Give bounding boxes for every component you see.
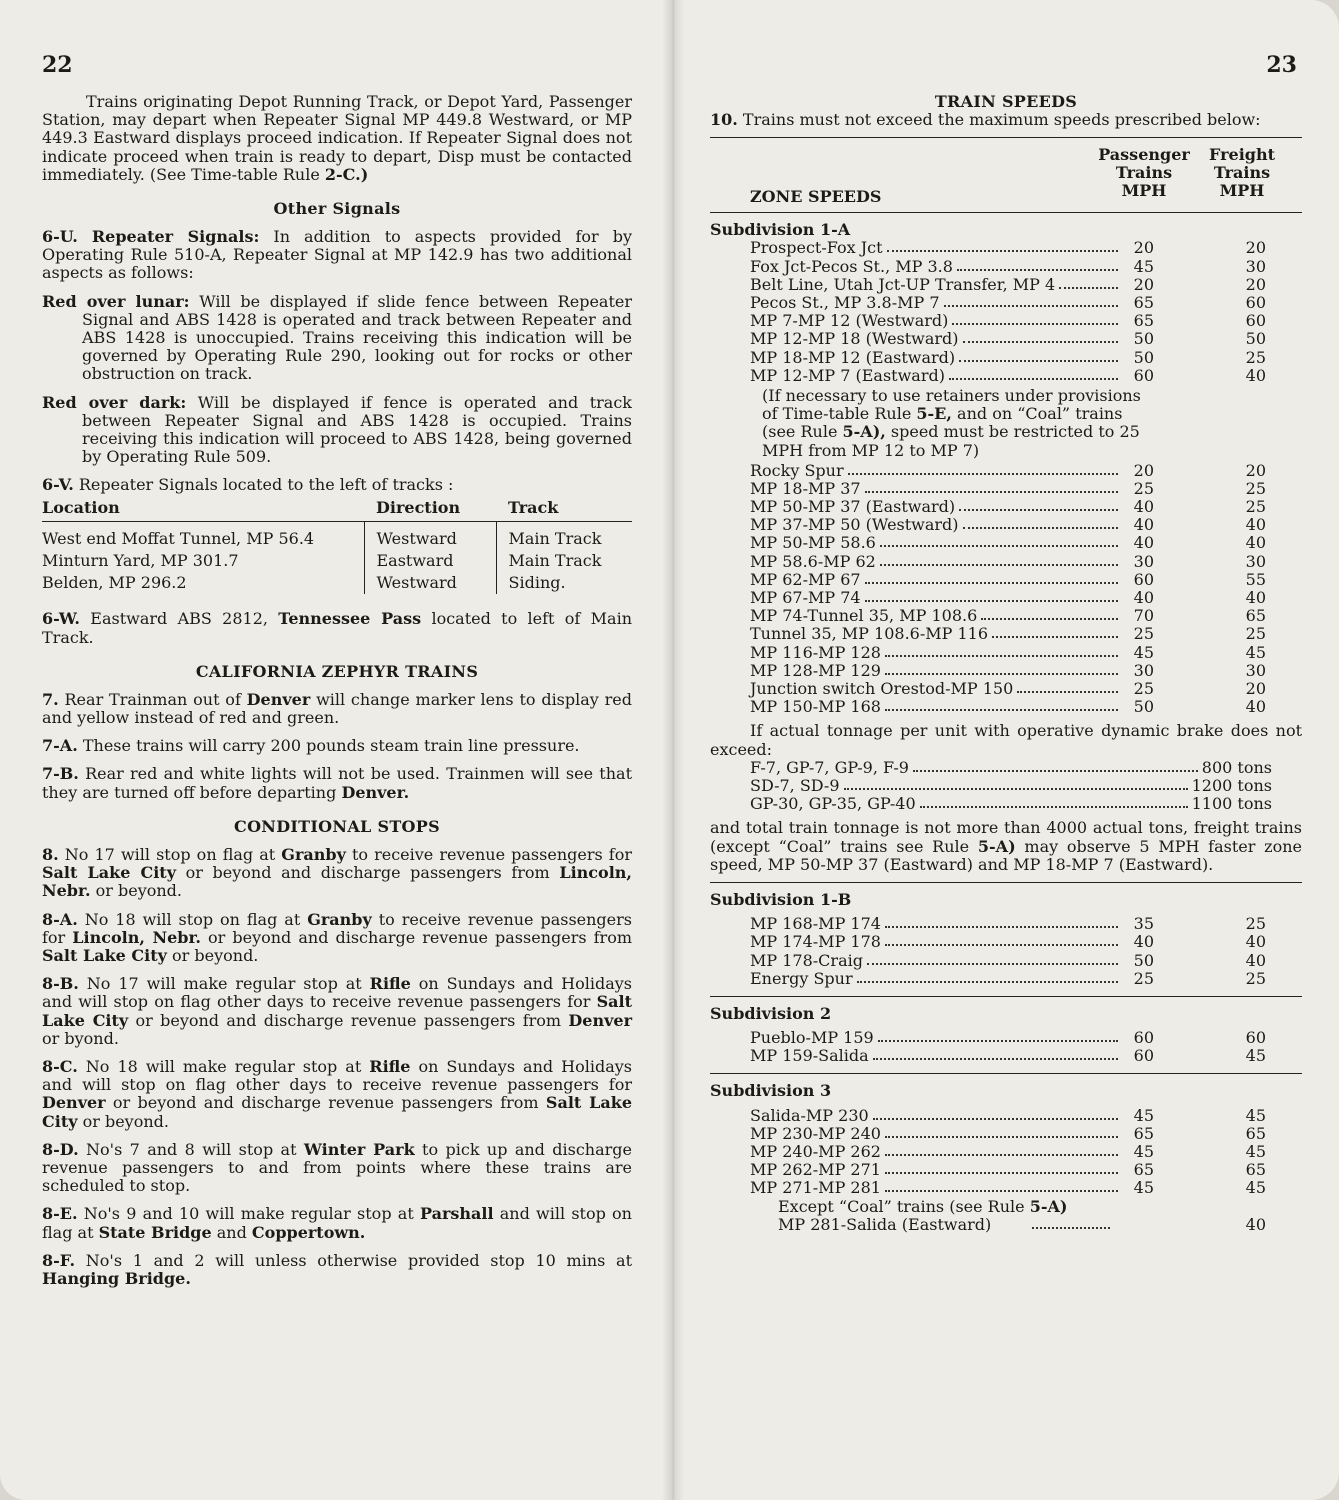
leader-dots <box>963 341 1118 343</box>
freight-speed: 40 <box>1245 697 1266 717</box>
speed-zone-label: MP 230-MP 240 <box>750 1123 881 1143</box>
speed-zone-label: MP 174-MP 178 <box>750 932 881 952</box>
speed-zone-label: MP 178-Craig <box>750 950 863 970</box>
passenger-speed: 20 <box>1133 274 1154 294</box>
leader-dots <box>959 509 1118 511</box>
freight-speed: 30 <box>1245 256 1266 276</box>
speed-row <box>710 312 1302 330</box>
speed-row <box>710 330 1302 348</box>
locomotive-types: SD-7, SD-9 <box>750 775 840 795</box>
speed-zone-label: MP 37-MP 50 (Westward) <box>750 515 959 535</box>
passenger-speed: 40 <box>1133 497 1154 517</box>
speed-zone-label: Tunnel 35, MP 108.6-MP 116 <box>750 624 989 644</box>
freight-speed: 60 <box>1245 292 1266 312</box>
speed-zone-label: MP 62-MP 67 <box>750 569 861 589</box>
passenger-speed: 65 <box>1133 292 1154 312</box>
table-row: Belden, MP 296.2 Westward Siding. <box>42 572 632 594</box>
speed-row <box>710 1161 1302 1179</box>
speed-zone-label: MP 150-MP 168 <box>750 697 881 717</box>
speed-row <box>710 1029 1302 1047</box>
freight-speed: 30 <box>1245 660 1266 680</box>
leader-dots <box>865 600 1118 602</box>
freight-speed: 40 <box>1245 950 1266 970</box>
passenger-speed: 65 <box>1133 1160 1154 1180</box>
speed-zone-label: MP 74-Tunnel 35, MP 108.6 <box>750 606 978 626</box>
leader-dots <box>857 981 1118 983</box>
passenger-speed: 45 <box>1133 1178 1154 1198</box>
rule-7: 7. Rear Trainman out of Denver will change marker lens to display red and yellow instead of red and green. <box>42 689 632 728</box>
leader-dots <box>885 655 1118 657</box>
col-track: Track <box>496 497 632 522</box>
speed-zone-label: MP 12-MP 18 (Westward) <box>750 329 959 349</box>
leader-dots <box>887 250 1118 252</box>
speed-column-headers <box>710 146 1302 212</box>
passenger-speed: 40 <box>1133 515 1154 535</box>
passenger-speed: 60 <box>1133 1028 1154 1048</box>
conditional-stops-heading: CONDITIONAL STOPS <box>234 816 440 836</box>
rule-8f: 8-F. No's 1 and 2 will unless otherwise provided stop 10 mins at Hanging Bridge. <box>42 1250 632 1288</box>
sub1a-rows-a <box>710 239 1302 385</box>
speed-row <box>710 258 1302 276</box>
leader-dots <box>885 1154 1118 1156</box>
speed-row: MP 281-Salida (Eastward) 40 <box>778 1214 1266 1234</box>
freight-speed: 25 <box>1245 968 1266 988</box>
passenger-speed: 60 <box>1133 365 1154 385</box>
freight-speed: 60 <box>1245 311 1266 331</box>
passenger-speed: 45 <box>1133 1105 1154 1125</box>
locomotive-types: GP-30, GP-35, GP-40 <box>750 794 916 814</box>
leader-dots <box>885 1190 1118 1192</box>
rule-6u: 6-U. Repeater Signals: In addition to aspects provided for by Operating Rule 510-A, Repeater Signal at MP 142.9 has two additional aspects as follows: <box>42 227 633 283</box>
speed-zone-label: MP 159-Salida <box>750 1046 869 1066</box>
freight-speed: 40 <box>1245 365 1266 385</box>
speed-zone-label: MP 271-MP 281 <box>750 1178 881 1198</box>
speed-zone-label: Rocky Spur <box>750 460 844 480</box>
speed-zone-label: MP 50-MP 58.6 <box>750 533 876 553</box>
leader-dots <box>878 1040 1118 1042</box>
leader-dots <box>1017 691 1118 693</box>
speed-row <box>710 698 1302 716</box>
freight-speed: 45 <box>1245 642 1266 662</box>
speed-row <box>710 480 1302 498</box>
passenger-speed: 30 <box>1133 551 1154 571</box>
left-page-content <box>42 93 632 1288</box>
rule-10: 10. Trains must not exceed the maximum speeds prescribed below: <box>710 110 1261 129</box>
speed-row <box>710 662 1302 680</box>
freight-speed: 25 <box>1245 624 1266 644</box>
page-number-left: 22 <box>42 52 73 78</box>
freight-speed: 25 <box>1245 914 1266 934</box>
speed-zone-label: MP 12-MP 7 (Eastward) <box>750 365 945 385</box>
leader-dots <box>867 963 1118 965</box>
subdivision-3-title: Subdivision 3 <box>710 1081 832 1101</box>
leader-dots <box>873 1058 1118 1060</box>
freight-speed: 25 <box>1245 478 1266 498</box>
rule-6w: 6-W. Eastward ABS 2812, Tennessee Pass located to left of Main Track. <box>42 609 633 647</box>
speed-row <box>710 571 1302 589</box>
speed-row <box>710 239 1302 257</box>
rule-7a: 7-A. These trains will carry 200 pounds steam train line pressure. <box>42 736 580 756</box>
leader-dots <box>885 1136 1118 1138</box>
col-direction: Direction <box>364 497 496 522</box>
tonnage-rows <box>710 759 1302 814</box>
leader-dots <box>865 491 1118 493</box>
california-zephyr-heading: CALIFORNIA ZEPHYR TRAINS <box>195 661 479 681</box>
leader-dots <box>873 1118 1118 1120</box>
speed-row <box>710 534 1302 552</box>
speed-zone-label: MP 58.6-MP 62 <box>750 551 876 571</box>
rule-8: 8. No 17 will stop on flag at Granby to receive revenue passengers for Salt Lake City or beyond and discharge passengers from Lincoln, Nebr. or beyond. <box>42 844 632 901</box>
rule-6v: 6-V. Repeater Signals located to the left of tracks : <box>42 475 454 495</box>
speed-zone-label: MP 67-MP 74 <box>750 588 861 608</box>
passenger-speed: 25 <box>1133 968 1154 988</box>
leader-dots <box>959 360 1118 362</box>
speed-row <box>710 553 1302 571</box>
leader-dots <box>885 926 1118 928</box>
tonnage-row <box>710 759 1302 777</box>
passenger-speed: 40 <box>1133 533 1154 553</box>
freight-speed: 65 <box>1245 1123 1266 1143</box>
leader-dots <box>949 378 1118 380</box>
freight-speed: 40 <box>1245 588 1266 608</box>
leader-dots <box>885 673 1118 675</box>
speed-zone-label: Pueblo-MP 159 <box>750 1028 874 1048</box>
red-over-dark: Red over dark: Will be displayed if fence is operated and track between Repeater Signal and ABS 1428 is occupied. Trains receiving this indication will proceed to ABS 1428, being governed by Operating Rule 509. <box>42 392 632 467</box>
leader-dots <box>848 473 1118 475</box>
freight-speed: 20 <box>1245 460 1266 480</box>
speed-zone-label: Belt Line, Utah Jct-UP Transfer, MP 4 <box>750 274 1056 294</box>
freight-speed: 45 <box>1245 1178 1266 1198</box>
passenger-speed: 25 <box>1133 678 1154 698</box>
speed-zone-label: MP 18-MP 12 (Eastward) <box>750 347 956 367</box>
speed-zone-label: MP 128-MP 129 <box>750 660 881 680</box>
leader-dots <box>1059 287 1118 289</box>
rule-7b: 7-B. Rear red and white lights will not be used. Trainmen will see that they are turned off before departing Denver. <box>42 764 632 802</box>
speed-row <box>710 915 1302 933</box>
red-over-lunar: Red over lunar: Will be displayed if slide fence between Repeater Signal and ABS 1428 is operated and track between Repeater and ABS 1428 is unoccupied. Trains receiving this indication will be governed by Operating Rule 290, looking out for rocks or other obstruction on track. <box>42 291 632 384</box>
freight-speed: 20 <box>1245 274 1266 294</box>
speed-zone-label: MP 18-MP 37 <box>750 478 861 498</box>
passenger-speed: 45 <box>1133 642 1154 662</box>
leader-dots <box>880 564 1118 566</box>
sub3-rows <box>710 1107 1302 1198</box>
speed-row <box>710 952 1302 970</box>
leader-dots <box>952 323 1118 325</box>
passenger-speed: 45 <box>1133 256 1154 276</box>
speed-row <box>710 607 1302 625</box>
freight-speed: 65 <box>1245 1160 1266 1180</box>
tonnage-value: 1200 tons <box>1191 775 1272 795</box>
freight-speed: 25 <box>1245 347 1266 367</box>
table-row: West end Moffat Tunnel, MP 56.4 Westward Main Track <box>42 521 632 550</box>
subdivision-2-title: Subdivision 2 <box>710 1003 832 1023</box>
retainer-note: (If necessary to use retainers under provisions of Time-table Rule 5-E, and on “Coal” trains (see Rule 5-A), speed must be restricted to 25 MPH from MP 12 to MP 7) <box>762 385 1141 460</box>
rule-8a: 8-A. No 18 will stop on flag at Granby to receive revenue passengers for Lincoln, Nebr. or beyond and discharge revenue passengers from Salt Lake City or beyond. <box>42 909 632 965</box>
passenger-speed: 45 <box>1133 1142 1154 1162</box>
right-page <box>672 0 1339 1500</box>
subdivision-1a-title: Subdivision 1-A <box>710 220 851 240</box>
intro-paragraph: Trains originating Depot Running Track, or Depot Yard, Passenger Station, may depart when Repeater Signal MP 449.8 Westward, or MP 449.3 Eastward displays proceed indication. If Repeater Signal does not indicate proceed when train is ready to depart, Disp must be contacted immediately. (See Time-table Rule 2-C.) <box>42 92 632 184</box>
tonnage-intro: If actual tonnage per unit with operative dynamic brake does not exceed: <box>710 721 1302 759</box>
leader-dots <box>957 269 1118 271</box>
passenger-speed: 30 <box>1133 660 1154 680</box>
coal-exception: Except “Coal” trains (see Rule 5-A) <box>778 1196 1068 1216</box>
freight-speed: 20 <box>1245 238 1266 258</box>
speed-zone-label: Junction switch Orestod-MP 150 <box>750 678 1014 698</box>
sub1a-rows-b <box>710 462 1302 717</box>
freight-speed: 40 <box>1245 533 1266 553</box>
zone-speeds-header: ZONE SPEEDS <box>750 187 882 207</box>
rule-8e: 8-E. No's 9 and 10 will make regular stop at Parshall and will stop on flag at State Bridge and Coppertown. <box>42 1204 632 1242</box>
col-location: Location <box>42 497 364 522</box>
sub1b-rows <box>710 915 1302 988</box>
speed-zone-label: MP 168-MP 174 <box>750 914 881 934</box>
other-signals-heading: Other Signals <box>273 199 401 219</box>
speed-zone-label: Pecos St., MP 3.8-MP 7 <box>750 292 940 312</box>
locomotive-types: F-7, GP-7, GP-9, F-9 <box>750 757 909 777</box>
speed-row <box>710 1047 1302 1065</box>
speed-row <box>710 516 1302 534</box>
leader-dots <box>885 1172 1118 1174</box>
passenger-speed: 60 <box>1133 1046 1154 1066</box>
sub2-rows <box>710 1029 1302 1065</box>
speed-zone-label: Fox Jct-Pecos St., MP 3.8 <box>750 256 953 276</box>
speed-row <box>710 1179 1302 1197</box>
passenger-speed: 35 <box>1133 914 1154 934</box>
passenger-speed: 50 <box>1133 950 1154 970</box>
passenger-speed: 20 <box>1133 238 1154 258</box>
passenger-speed: 40 <box>1133 588 1154 608</box>
tonnage-row <box>710 777 1302 795</box>
speed-zone-label: Energy Spur <box>750 968 853 988</box>
rule-8d: 8-D. No's 7 and 8 will stop at Winter Park to pick up and discharge revenue passengers to and from points where these trains are scheduled to stop. <box>42 1139 633 1196</box>
leader-dots <box>885 709 1118 711</box>
repeater-signal-table <box>42 497 632 595</box>
speed-row <box>710 680 1302 698</box>
speed-row <box>710 1143 1302 1161</box>
speed-row <box>710 276 1302 294</box>
passenger-speed: 40 <box>1133 932 1154 952</box>
speed-row <box>710 589 1302 607</box>
passenger-speed: 70 <box>1133 606 1154 626</box>
speed-row <box>710 625 1302 643</box>
tonnage-condition: and total train tonnage is not more than 4000 actual tons, freight trains (except “Coal” trains see Rule 5-A) may observe 5 MPH faster zone speed, MP 50-MP 37 (Eastward) and MP 18-MP 7 (Eastward). <box>710 818 1303 874</box>
leader-dots <box>844 788 1188 790</box>
leader-dots <box>963 527 1118 529</box>
speed-row <box>710 1125 1302 1143</box>
speed-row <box>710 462 1302 480</box>
freight-header: Freight Trains MPH <box>1209 145 1275 201</box>
speed-row <box>710 367 1302 385</box>
speed-zone-label: MP 116-MP 128 <box>750 642 881 662</box>
freight-speed: 45 <box>1245 1142 1266 1162</box>
freight-speed: 65 <box>1245 606 1266 626</box>
subdivision-1b-title: Subdivision 1-B <box>710 889 852 909</box>
right-page-content <box>710 93 1302 1234</box>
leader-dots <box>880 545 1118 547</box>
speed-zone-label: MP 50-MP 37 (Eastward) <box>750 497 956 517</box>
passenger-speed: 60 <box>1133 569 1154 589</box>
speed-zone-label: MP 7-MP 12 (Westward) <box>750 311 949 331</box>
speed-row <box>710 349 1302 367</box>
tonnage-row <box>710 795 1302 813</box>
freight-speed: 60 <box>1245 1028 1266 1048</box>
passenger-speed: 50 <box>1133 347 1154 367</box>
freight-speed: 20 <box>1245 678 1266 698</box>
book-gutter <box>662 0 684 1500</box>
page-number-right: 23 <box>1266 52 1297 78</box>
freight-speed: 50 <box>1245 329 1266 349</box>
passenger-speed: 20 <box>1133 460 1154 480</box>
leader-dots <box>944 305 1118 307</box>
leader-dots <box>981 618 1118 620</box>
table-row: Minturn Yard, MP 301.7 Eastward Main Track <box>42 550 632 572</box>
freight-speed: 25 <box>1245 497 1266 517</box>
passenger-speed: 25 <box>1133 624 1154 644</box>
speed-row <box>710 498 1302 516</box>
freight-speed: 45 <box>1245 1046 1266 1066</box>
rule-8c: 8-C. No 18 will make regular stop at Rifle on Sundays and Holidays and will stop on flag other days to receive revenue passengers for Denver or beyond and discharge revenue passengers from Salt Lake City or beyond. <box>42 1056 633 1131</box>
leader-dots <box>920 806 1188 808</box>
speed-row <box>710 1107 1302 1125</box>
freight-speed: 45 <box>1245 1105 1266 1125</box>
speed-zone-label: Prospect-Fox Jct <box>750 238 883 258</box>
passenger-speed: 65 <box>1133 311 1154 331</box>
freight-speed: 40 <box>1245 932 1266 952</box>
speed-zone-label: Salida-MP 230 <box>750 1105 869 1125</box>
leader-dots <box>865 582 1118 584</box>
leader-dots <box>885 944 1118 946</box>
speed-row <box>710 644 1302 662</box>
passenger-speed: 50 <box>1133 697 1154 717</box>
freight-speed: 55 <box>1245 569 1266 589</box>
train-speeds-heading: TRAIN SPEEDS <box>934 92 1078 111</box>
passenger-speed: 25 <box>1133 478 1154 498</box>
freight-speed: 40 <box>1245 515 1266 535</box>
freight-speed: 30 <box>1245 551 1266 571</box>
speed-zone-label: MP 240-MP 262 <box>750 1142 881 1162</box>
leader-dots <box>992 636 1118 638</box>
speed-zone-label: MP 262-MP 271 <box>750 1160 881 1180</box>
speed-row <box>710 294 1302 312</box>
passenger-speed: 65 <box>1133 1123 1154 1143</box>
speed-row <box>710 933 1302 951</box>
leader-dots <box>913 770 1198 772</box>
rule-8b: 8-B. No 17 will make regular stop at Rifle on Sundays and Holidays and will stop on flag other days to receive revenue passengers for Salt Lake City or beyond and discharge revenue passengers from Denver or byond. <box>42 974 632 1048</box>
passenger-header: Passenger Trains MPH <box>1098 145 1190 201</box>
speed-row <box>710 970 1302 988</box>
tonnage-value: 1100 tons <box>1191 794 1272 814</box>
tonnage-value: 800 tons <box>1201 757 1272 777</box>
passenger-speed: 50 <box>1133 329 1154 349</box>
